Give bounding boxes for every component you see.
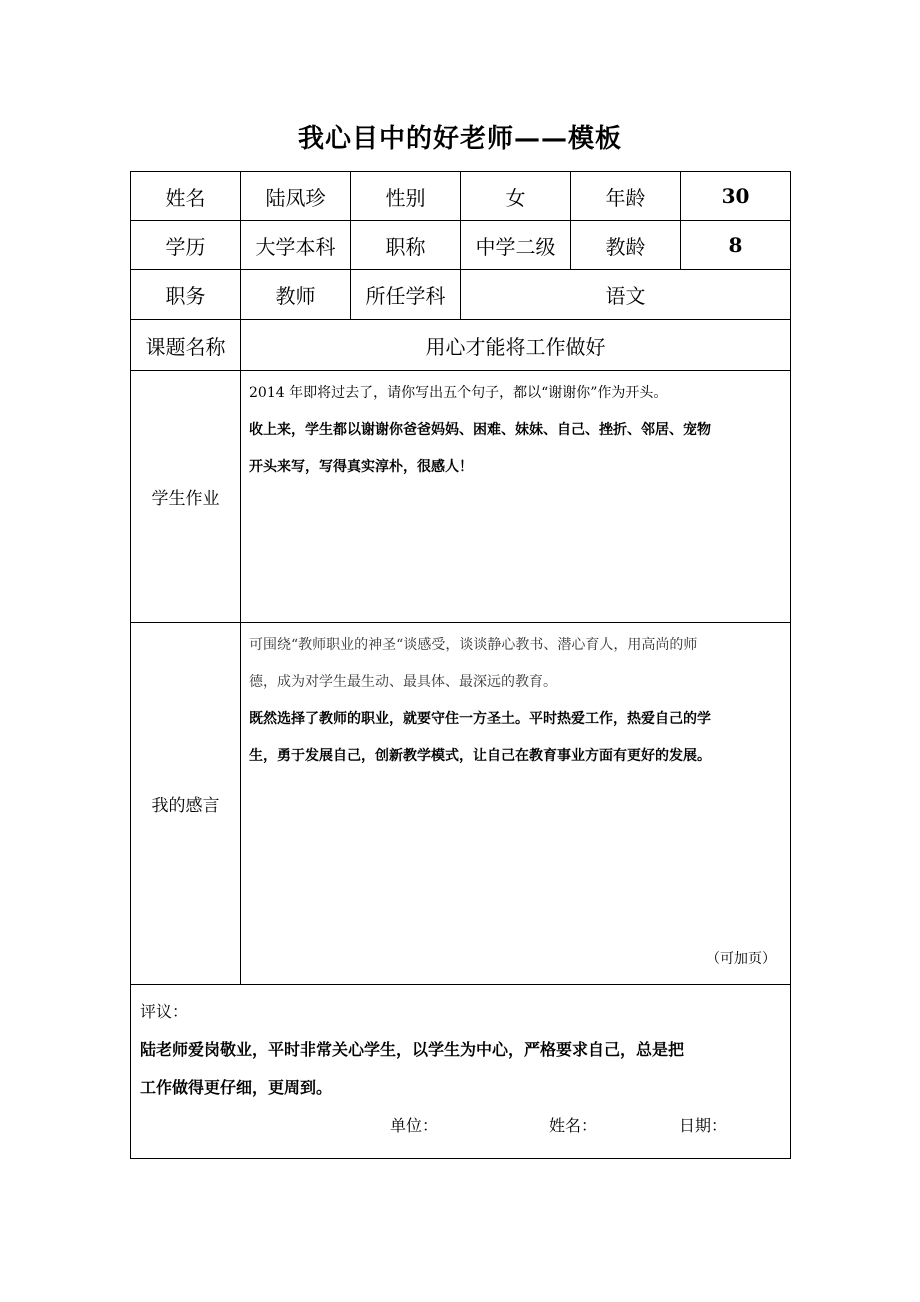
- comment-line: 工作做得更仔细，更周到。: [140, 1078, 333, 1097]
- name-value: 陆凤珍: [241, 172, 351, 221]
- feelings-label: 我的感言: [131, 623, 241, 985]
- education-value: 大学本科: [241, 221, 351, 270]
- row-feelings: [131, 623, 791, 985]
- feelings-content: [241, 623, 791, 985]
- teacher-form-table: [130, 171, 791, 1159]
- date-label: 日期：: [679, 1116, 728, 1135]
- homework-line: 开头来写，写得真实淳朴，很感人！: [249, 459, 473, 475]
- teaching-years-value: 8: [681, 221, 791, 270]
- homework-line: 收上来，学生都以谢谢你爸爸妈妈、困难、妹妹、自己、挫折、邻居、宠物: [249, 422, 711, 438]
- age-label: 年龄: [571, 172, 681, 221]
- teaching-years-label: 教龄: [571, 221, 681, 270]
- gender-value: 女: [461, 172, 571, 221]
- subject-label: 所任学科: [351, 270, 461, 320]
- add-page-note: （可加页）: [706, 951, 776, 967]
- row-basic-info-1: [131, 172, 791, 221]
- education-label: 学历: [131, 221, 241, 270]
- gender-label: 性别: [351, 172, 461, 221]
- professional-title-value: 中学二级: [461, 221, 571, 270]
- name-label: 姓名: [131, 172, 241, 221]
- topic-label: 课题名称: [131, 320, 241, 371]
- position-value: 教师: [241, 270, 351, 320]
- comment-label: 评议：: [140, 1002, 189, 1021]
- row-basic-info-3: [131, 270, 791, 320]
- feelings-line: 既然选择了教师的职业，就要守住一方圣土。平时热爱工作，热爱自己的学: [249, 711, 711, 727]
- signature-row: [140, 1107, 782, 1145]
- row-topic: [131, 320, 791, 371]
- row-comment: [131, 985, 791, 1159]
- feelings-line: 德，成为对学生最生动、最具体、最深远的教育。: [249, 674, 557, 690]
- row-homework: [131, 371, 791, 623]
- comment-line: 陆老师爱岗敬业，平时非常关心学生，以学生为中心，严格要求自己，总是把: [140, 1040, 685, 1059]
- page-title: 我心目中的好老师——模板: [297, 124, 622, 154]
- signer-name-label: 姓名：: [549, 1116, 598, 1135]
- topic-value: 用心才能将工作做好: [241, 320, 791, 371]
- subject-value: 语文: [461, 270, 791, 320]
- homework-label: 学生作业: [131, 371, 241, 623]
- comment-section: [131, 985, 791, 1159]
- unit-label: 单位：: [390, 1116, 439, 1135]
- feelings-line: 可围绕“教师职业的神圣“谈感受，谈谈静心教书、潜心育人，用高尚的师: [249, 637, 698, 653]
- professional-title-label: 职称: [351, 221, 461, 270]
- homework-content: [241, 371, 791, 623]
- row-basic-info-2: [131, 221, 791, 270]
- feelings-line: 生，勇于发展自己，创新教学模式，让自己在教育事业方面有更好的发展。: [249, 748, 711, 764]
- homework-line: 2014 年即将过去了，请你写出五个句子，都以“谢谢你”作为开头。: [249, 385, 668, 401]
- age-value: 30: [681, 172, 791, 221]
- position-label: 职务: [131, 270, 241, 320]
